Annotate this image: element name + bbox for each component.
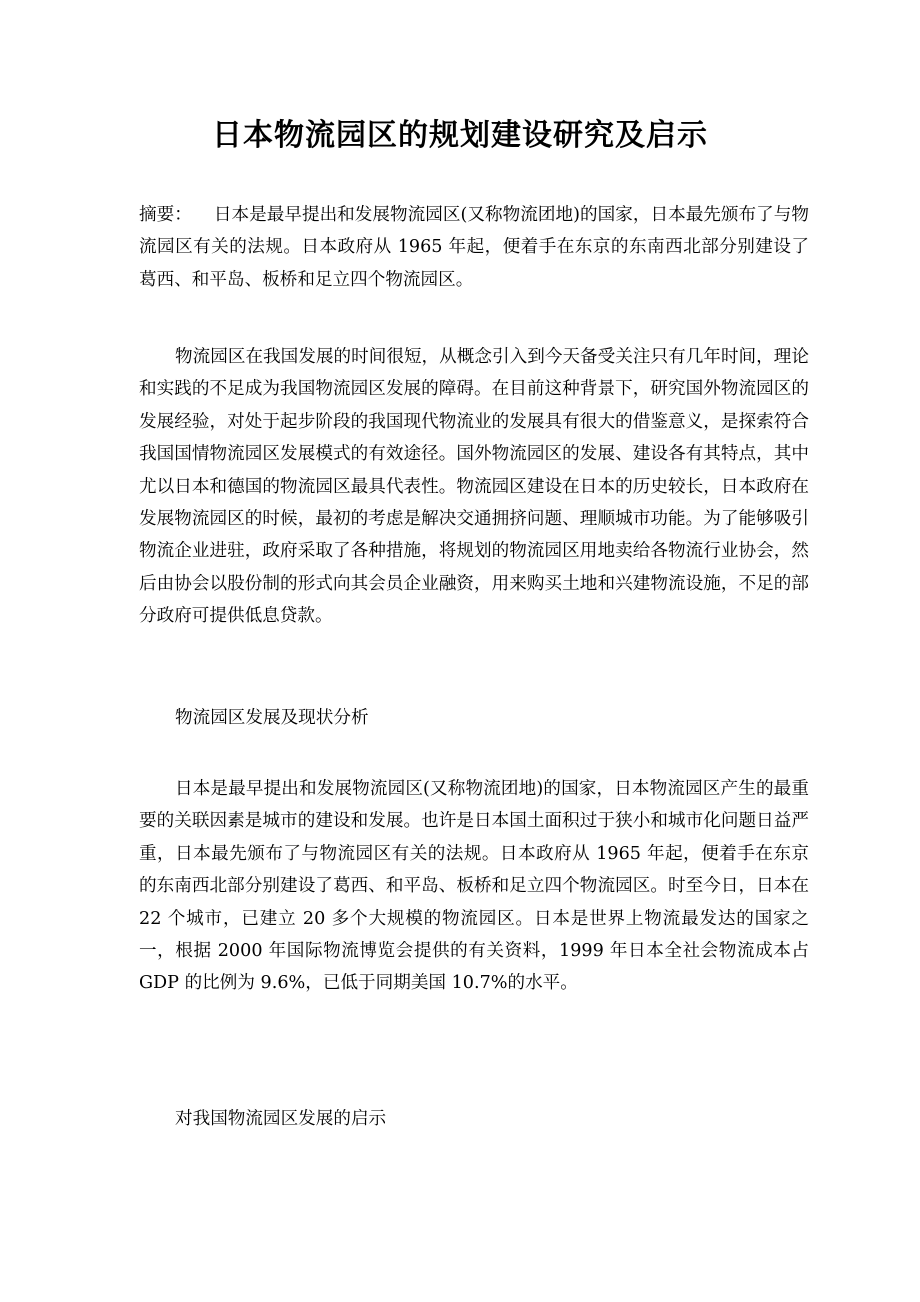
abstract xyxy=(139,199,809,296)
section-heading-development: 物流园区发展及现状分析 xyxy=(175,708,369,728)
abstract-label: 摘要： xyxy=(139,205,192,225)
abstract-text: 日本是最早提出和发展物流园区(又称物流团地)的国家，日本最先颁布了与物流园区有关的法规。日本政府从 1965 年起，便着手在东京的东南西北部分别建设了葛西、和平岛、板桥和足立四个物流园区。 xyxy=(139,205,809,290)
document-title: 日本物流园区的规划建设研究及启示 xyxy=(212,118,708,153)
paragraph-development: 日本是最早提出和发展物流园区(又称物流团地)的国家，日本物流园区产生的最重要的关联因素是城市的建设和发展。也许是日本国土面积过于狭小和城市化问题日益严重，日本最先颁布了与物流园区有关的法规。日本政府从 1965 年起，便着手在东京的东南西北部分别建设了葛西、和平岛、板桥和足立四个物流园区。时至今日，日本在 22 个城市，已建立 20 多个大规模的物流园区。日本是世界上物流最发达的国家之一，根据 2000 年国际物流博览会提供的有关资料，1999 年日本全社会物流成本占 GDP 的比例为 9.6%，已低于同期美国 10.7%的水平。 xyxy=(139,779,809,994)
paragraph-intro: 物流园区在我国发展的时间很短，从概念引入到今天备受关注只有几年时间，理论和实践的不足成为我国物流园区发展的障碍。在目前这种背景下，研究国外物流园区的发展经验，对处于起步阶段的我国现代物流业的发展具有很大的借鉴意义，是探索符合我国国情物流园区发展模式的有效途径。国外物流园区的发展、建设各有其特点，其中尤以日本和德国的物流园区最具代表性。物流园区建设在日本的历史较长，日本政府在发展物流园区的时候，最初的考虑是解决交通拥挤问题、理顺城市功能。为了能够吸引物流企业进驻，政府采取了各种措施，将规划的物流园区用地卖给各物流行业协会，然后由协会以股份制的形式向其会员企业融资，用来购买土地和兴建物流设施，不足的部分政府可提供低息贷款。 xyxy=(139,347,809,627)
section-heading-implications: 对我国物流园区发展的启示 xyxy=(175,1109,387,1129)
